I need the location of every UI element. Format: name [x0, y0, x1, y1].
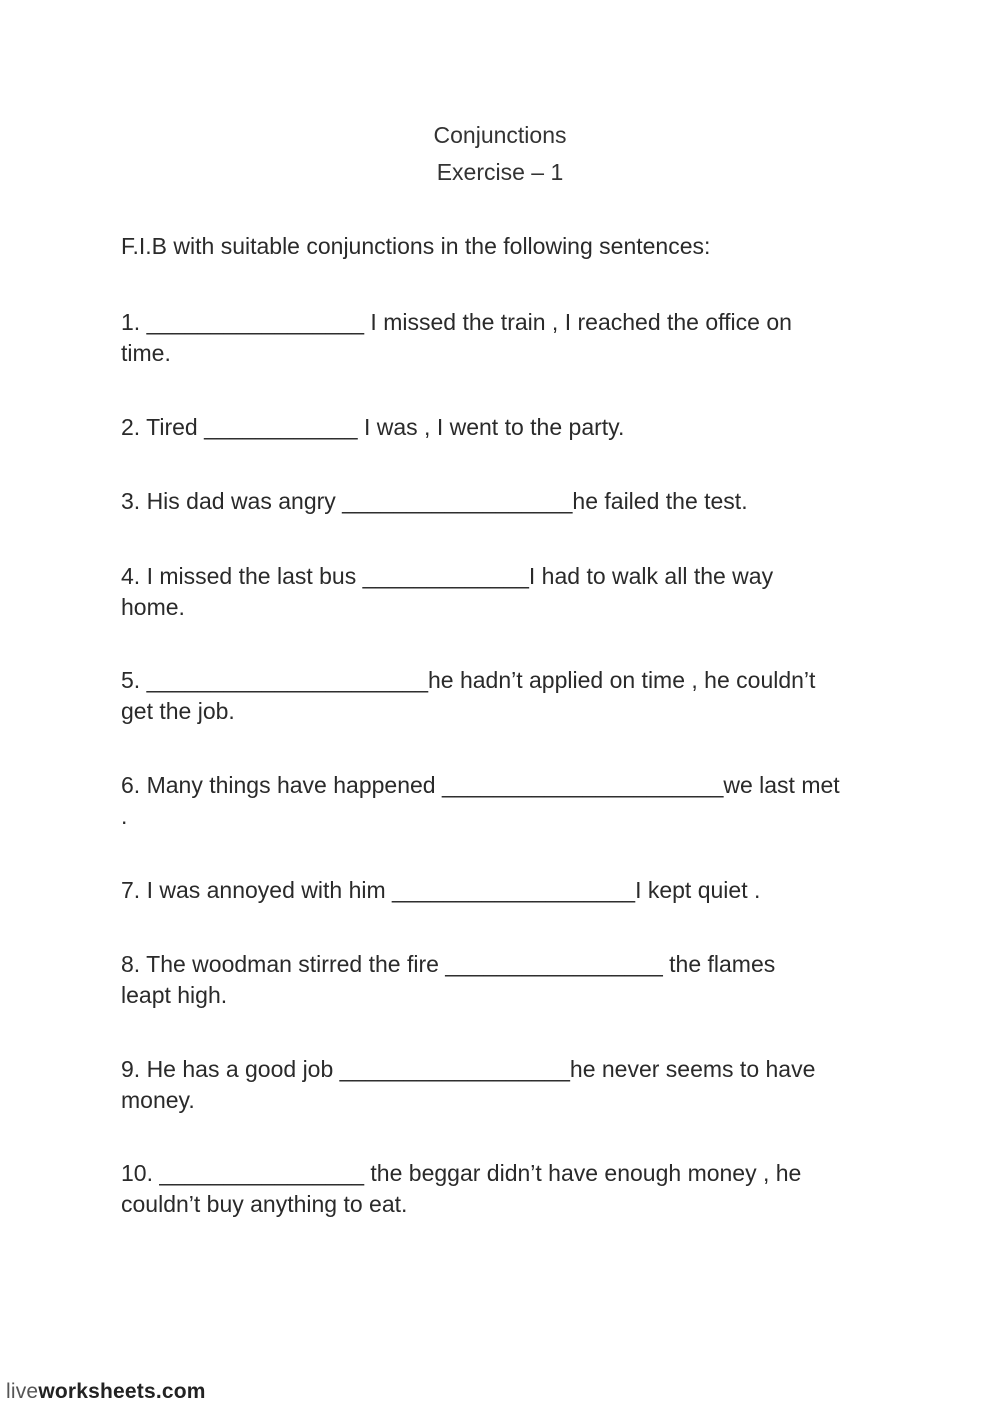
- question-9: 9. He has a good job __________________he never seems to have money.: [121, 1056, 816, 1113]
- instructions-text: F.I.B with suitable conjunctions in the following sentences:: [121, 233, 711, 259]
- question-2: 2. Tired ____________ I was , I went to the party.: [121, 414, 625, 440]
- liveworksheets-logo: [6, 1380, 206, 1404]
- logo-part-live: live: [6, 1380, 39, 1403]
- logo-part-worksheets: worksheets.com: [38, 1380, 206, 1403]
- worksheet-title: Conjunctions: [433, 122, 567, 148]
- worksheet-subtitle: Exercise – 1: [436, 159, 564, 185]
- question-1: 1. _________________ I missed the train , I reached the office on time.: [121, 309, 792, 366]
- question-10: 10. ________________ the beggar didn’t have enough money , he couldn’t buy anything to eat.: [121, 1160, 802, 1217]
- question-8: 8. The woodman stirred the fire _________________ the flames leapt high.: [121, 951, 776, 1008]
- question-3: 3. His dad was angry __________________he failed the test.: [121, 488, 748, 514]
- question-4: 4. I missed the last bus _____________I had to walk all the way home.: [121, 563, 774, 620]
- question-5: 5. ______________________he hadn’t applied on time , he couldn’t get the job.: [121, 667, 816, 724]
- question-7: 7. I was annoyed with him ___________________I kept quiet .: [121, 877, 761, 903]
- question-6: 6. Many things have happened ______________________we last met .: [121, 772, 840, 829]
